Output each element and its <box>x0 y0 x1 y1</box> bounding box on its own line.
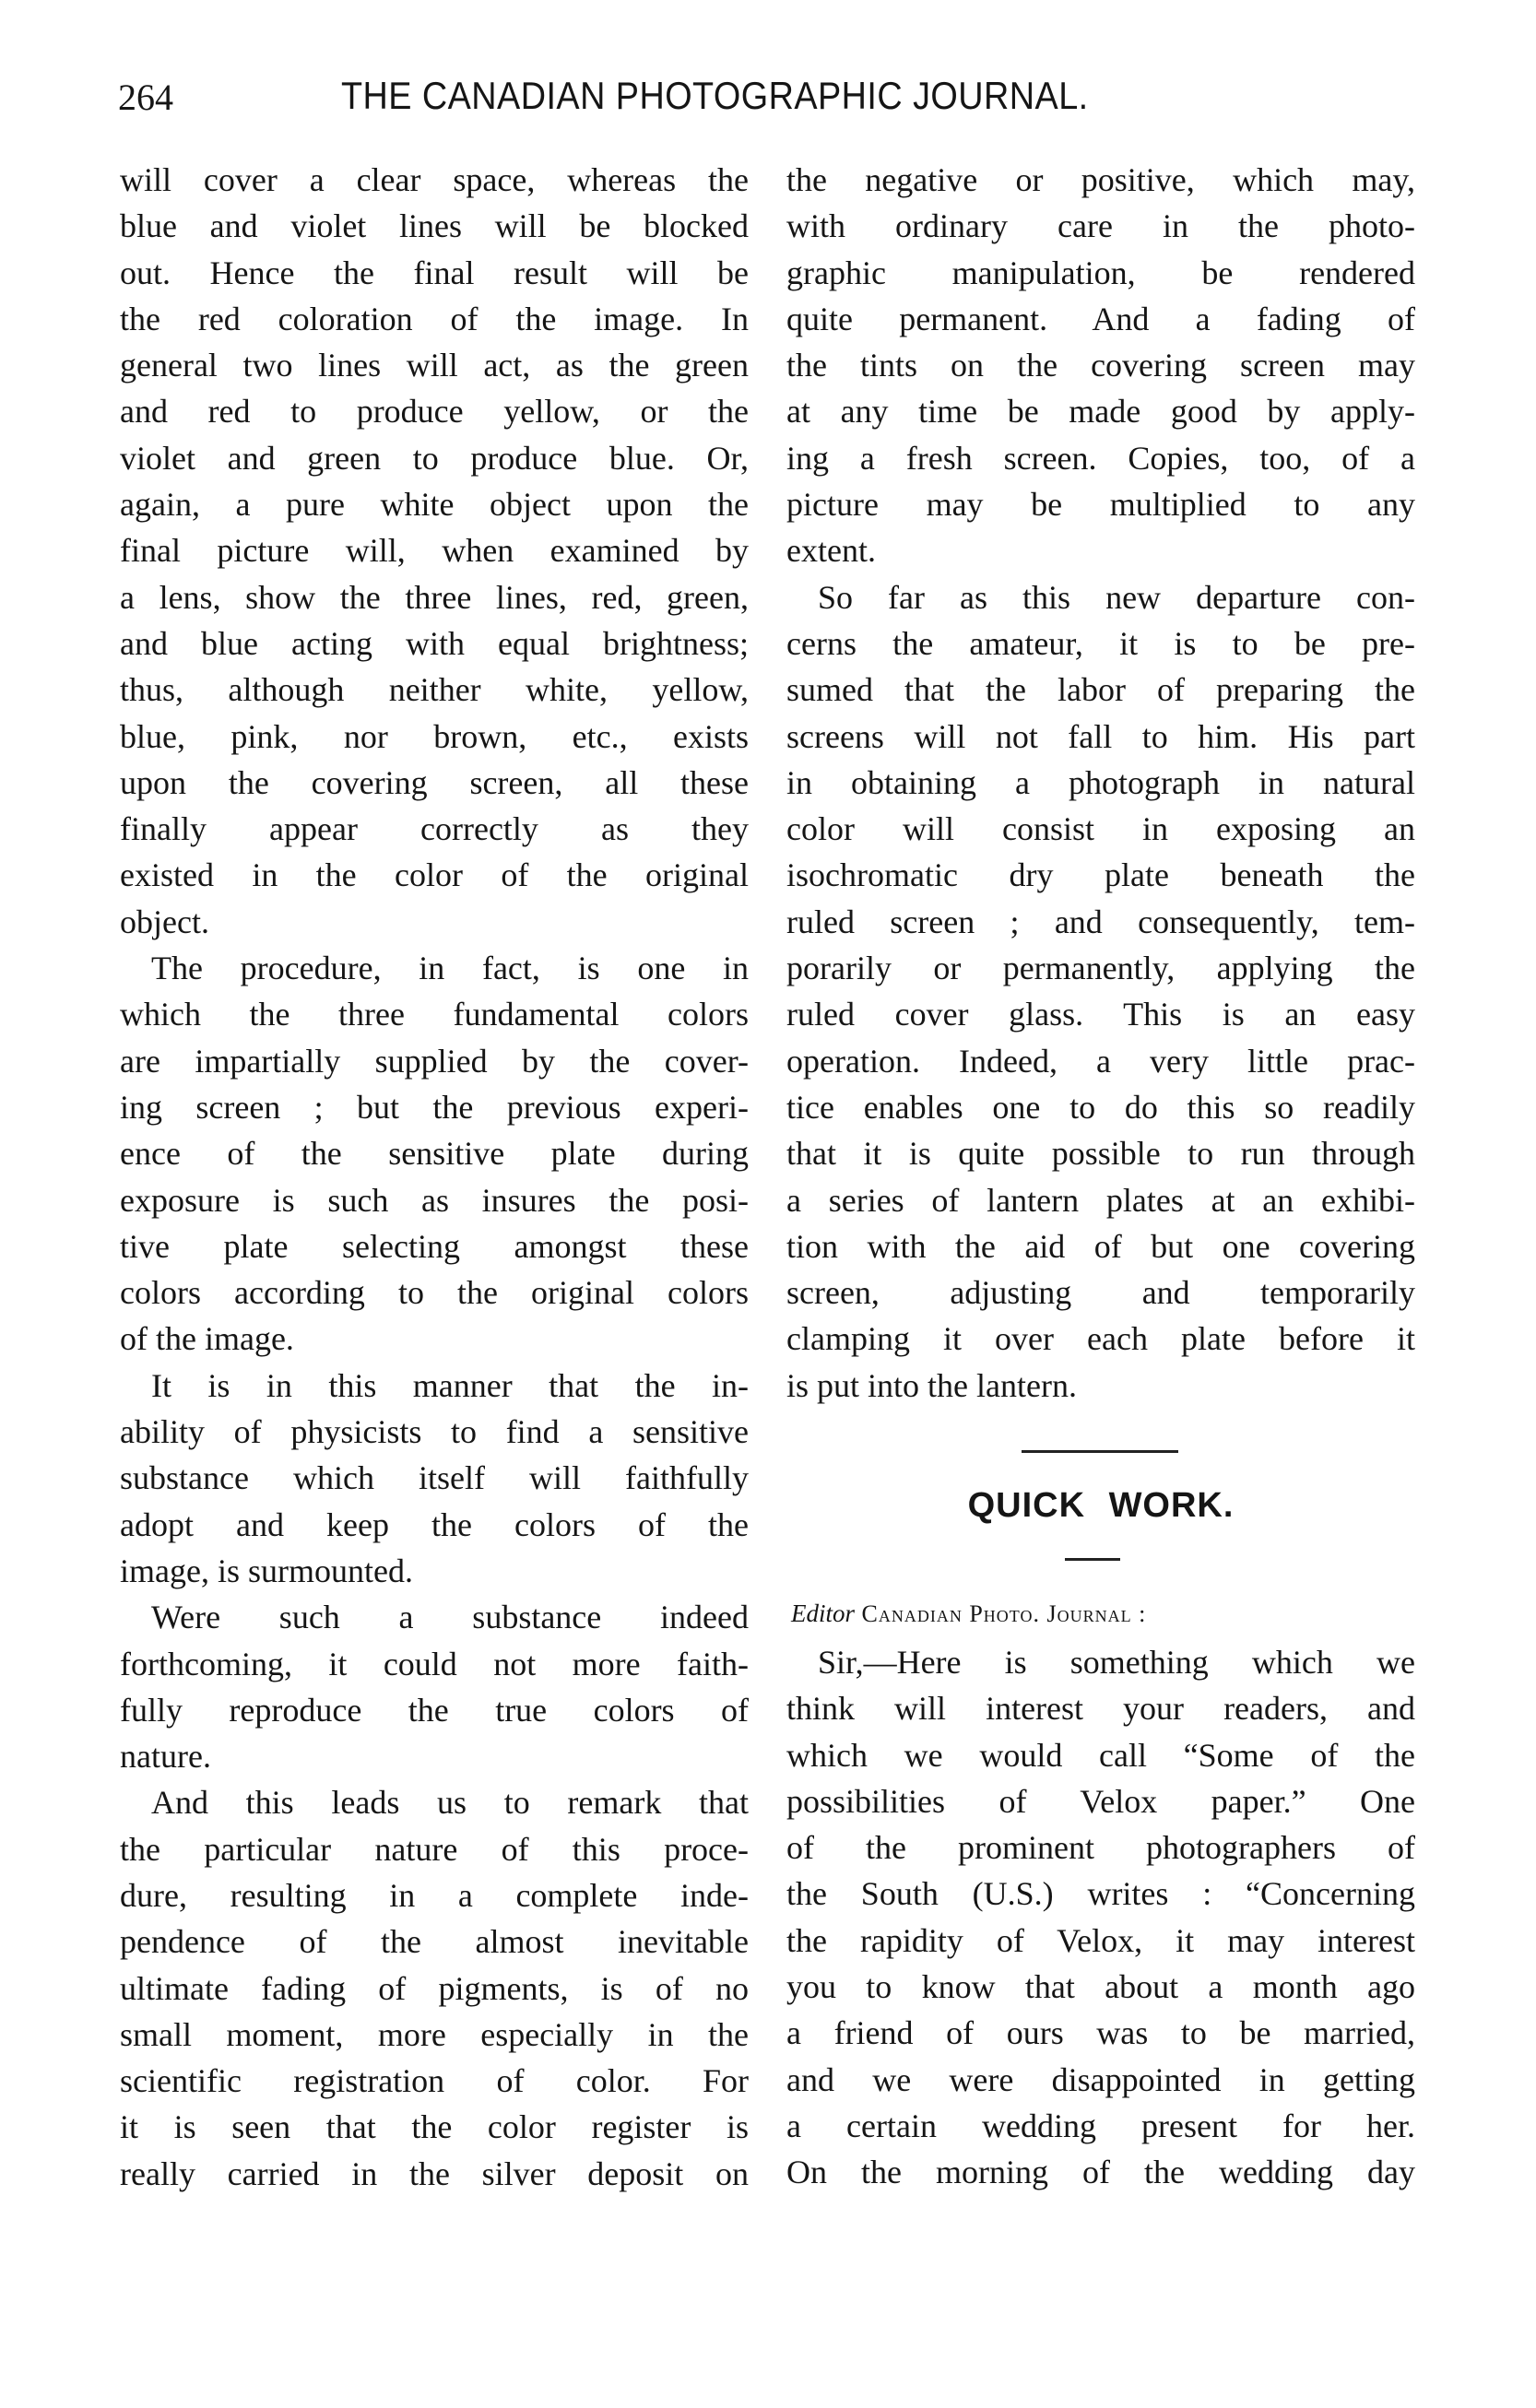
text-line: sumed that the labor of preparing the <box>786 671 1415 709</box>
text-line: you to know that about a month ago <box>786 1968 1415 2006</box>
text-line: pendence of the almost inevitable <box>120 1923 749 1961</box>
text-line: with ordinary care in the photo- <box>786 207 1415 245</box>
page-number: 264 <box>118 77 173 118</box>
text-line: and blue acting with equal brightness; <box>120 624 749 662</box>
text-line: operation. Indeed, a very little prac- <box>786 1042 1415 1080</box>
text-line: image, is surmounted. <box>120 1552 413 1589</box>
text-line: are impartially supplied by the cover- <box>120 1042 749 1080</box>
text-line: the particular nature of this proce- <box>120 1830 749 1868</box>
text-line: a friend of ours was to be married, <box>786 2014 1415 2052</box>
text-line: scientific registration of color. For <box>120 2062 749 2100</box>
text-line: graphic manipulation, be rendered <box>786 254 1415 291</box>
text-line: ultimate fading of pigments, is of no <box>120 1969 749 2007</box>
text-line: which the three fundamental colors <box>120 996 749 1033</box>
text-line: a certain wedding present for her. <box>786 2107 1415 2144</box>
text-line: a lens, show the three lines, red, green, <box>120 578 749 616</box>
text-line: again, a pure white object upon the <box>120 486 749 524</box>
text-line: out. Hence the final result will be <box>120 254 749 291</box>
text-line: the South (U.S.) writes : “Concerning <box>786 1875 1415 1913</box>
text-line: tion with the aid of but one covering <box>786 1227 1415 1265</box>
text-line: think will interest your readers, and <box>786 1690 1415 1728</box>
text-line: color will consist in exposing an <box>786 810 1415 848</box>
text-line: at any time be made good by apply- <box>786 393 1415 431</box>
text-line: extent. <box>786 532 876 570</box>
text-line: possibilities of Velox paper.” One <box>786 1782 1415 1820</box>
text-line: which we would call “Some of the <box>786 1736 1415 1774</box>
heading-underline-rule <box>1065 1558 1120 1561</box>
text-line: thus, although neither white, yellow, <box>120 671 749 709</box>
text-line: tice enables one to do this so readily <box>786 1088 1415 1126</box>
text-line: is put into the lantern. <box>786 1366 1077 1404</box>
text-line: quite permanent. And a fading of <box>786 300 1415 337</box>
text-line: screens will not fall to him. His part <box>786 717 1415 755</box>
running-title: THE CANADIAN PHOTOGRAPHIC JOURNAL. <box>341 74 1089 117</box>
text-line: ruled cover glass. This is an easy <box>786 996 1415 1033</box>
right-column <box>786 157 1415 1409</box>
text-line: The procedure, in fact, is one in <box>151 950 749 987</box>
text-line: isochromatic dry plate beneath the <box>786 856 1415 894</box>
text-line: It is in this manner that the in- <box>151 1366 749 1404</box>
text-line: ability of physicists to find a sensitive <box>120 1413 749 1451</box>
text-line: substance which itself will faithfully <box>120 1459 749 1497</box>
text-line: So far as this new departure con- <box>818 578 1415 616</box>
text-line: On the morning of the wedding day <box>786 2154 1415 2191</box>
text-line: the rapidity of Velox, it may interest <box>786 1921 1415 1959</box>
text-line: final picture will, when examined by <box>120 532 749 570</box>
text-line: forthcoming, it could not more faith- <box>120 1645 749 1682</box>
text-line: ence of the sensitive plate during <box>120 1135 749 1173</box>
text-line: finally appear correctly as they <box>120 810 749 848</box>
text-line: dure, resulting in a complete inde- <box>120 1876 749 1914</box>
text-line: screen, adjusting and temporarily <box>786 1274 1415 1312</box>
text-line: in obtaining a photograph in natural <box>786 763 1415 801</box>
text-line: tive plate selecting amongst these <box>120 1227 749 1265</box>
text-line: fully reproduce the true colors of <box>120 1691 749 1729</box>
left-column <box>120 157 749 2197</box>
salutation <box>791 1599 1146 1628</box>
text-line: Sir,—Here is something which we <box>818 1644 1415 1681</box>
text-line: that it is quite possible to run through <box>786 1135 1415 1173</box>
text-line: object. <box>120 903 209 940</box>
text-line: existed in the color of the original <box>120 856 749 894</box>
text-line: nature. <box>120 1738 211 1776</box>
text-line: the red coloration of the image. In <box>120 300 749 337</box>
article-body <box>786 1639 1415 2196</box>
text-line: blue, pink, nor brown, etc., exists <box>120 717 749 755</box>
text-line: picture may be multiplied to any <box>786 486 1415 524</box>
text-line: ruled screen ; and consequently, tem- <box>786 903 1415 940</box>
text-line: and we were disappointed in getting <box>786 2060 1415 2098</box>
text-line: will cover a clear space, whereas the <box>120 161 749 198</box>
text-line: blue and violet lines will be blocked <box>120 207 749 245</box>
text-line: ing a fresh screen. Copies, too, of a <box>786 439 1415 477</box>
text-line: colors according to the original colors <box>120 1274 749 1312</box>
text-line: upon the covering screen, all these <box>120 763 749 801</box>
salutation-addressee: Canadian Photo. Journal : <box>861 1600 1147 1627</box>
text-line: small moment, more especially in the <box>120 2015 749 2053</box>
text-line: clamping it over each plate before it <box>786 1320 1415 1358</box>
text-line: porarily or permanently, applying the <box>786 950 1415 987</box>
text-line: Were such a substance indeed <box>151 1599 749 1636</box>
text-line: the tints on the covering screen may <box>786 347 1415 384</box>
text-line: it is seen that the color register is <box>120 2108 749 2146</box>
text-line: And this leads us to remark that <box>151 1784 749 1822</box>
section-divider-rule <box>1022 1450 1178 1453</box>
text-line: ing screen ; but the previous experi- <box>120 1088 749 1126</box>
text-line: exposure is such as insures the posi- <box>120 1181 749 1219</box>
text-line: general two lines will act, as the green <box>120 347 749 384</box>
salutation-italic: Editor <box>791 1599 856 1627</box>
text-line: violet and green to produce blue. Or, <box>120 439 749 477</box>
text-line: adopt and keep the colors of the <box>120 1505 749 1543</box>
text-line: a series of lantern plates at an exhibi- <box>786 1181 1415 1219</box>
article-heading: QUICK WORK. <box>967 1486 1235 1525</box>
text-line: the negative or positive, which may, <box>786 161 1415 198</box>
text-line: and red to produce yellow, or the <box>120 393 749 431</box>
text-line: really carried in the silver deposit on <box>120 2154 749 2192</box>
text-line: of the image. <box>120 1320 294 1358</box>
text-line: of the prominent photographers of <box>786 1829 1415 1867</box>
text-line: cerns the amateur, it is to be pre- <box>786 624 1415 662</box>
